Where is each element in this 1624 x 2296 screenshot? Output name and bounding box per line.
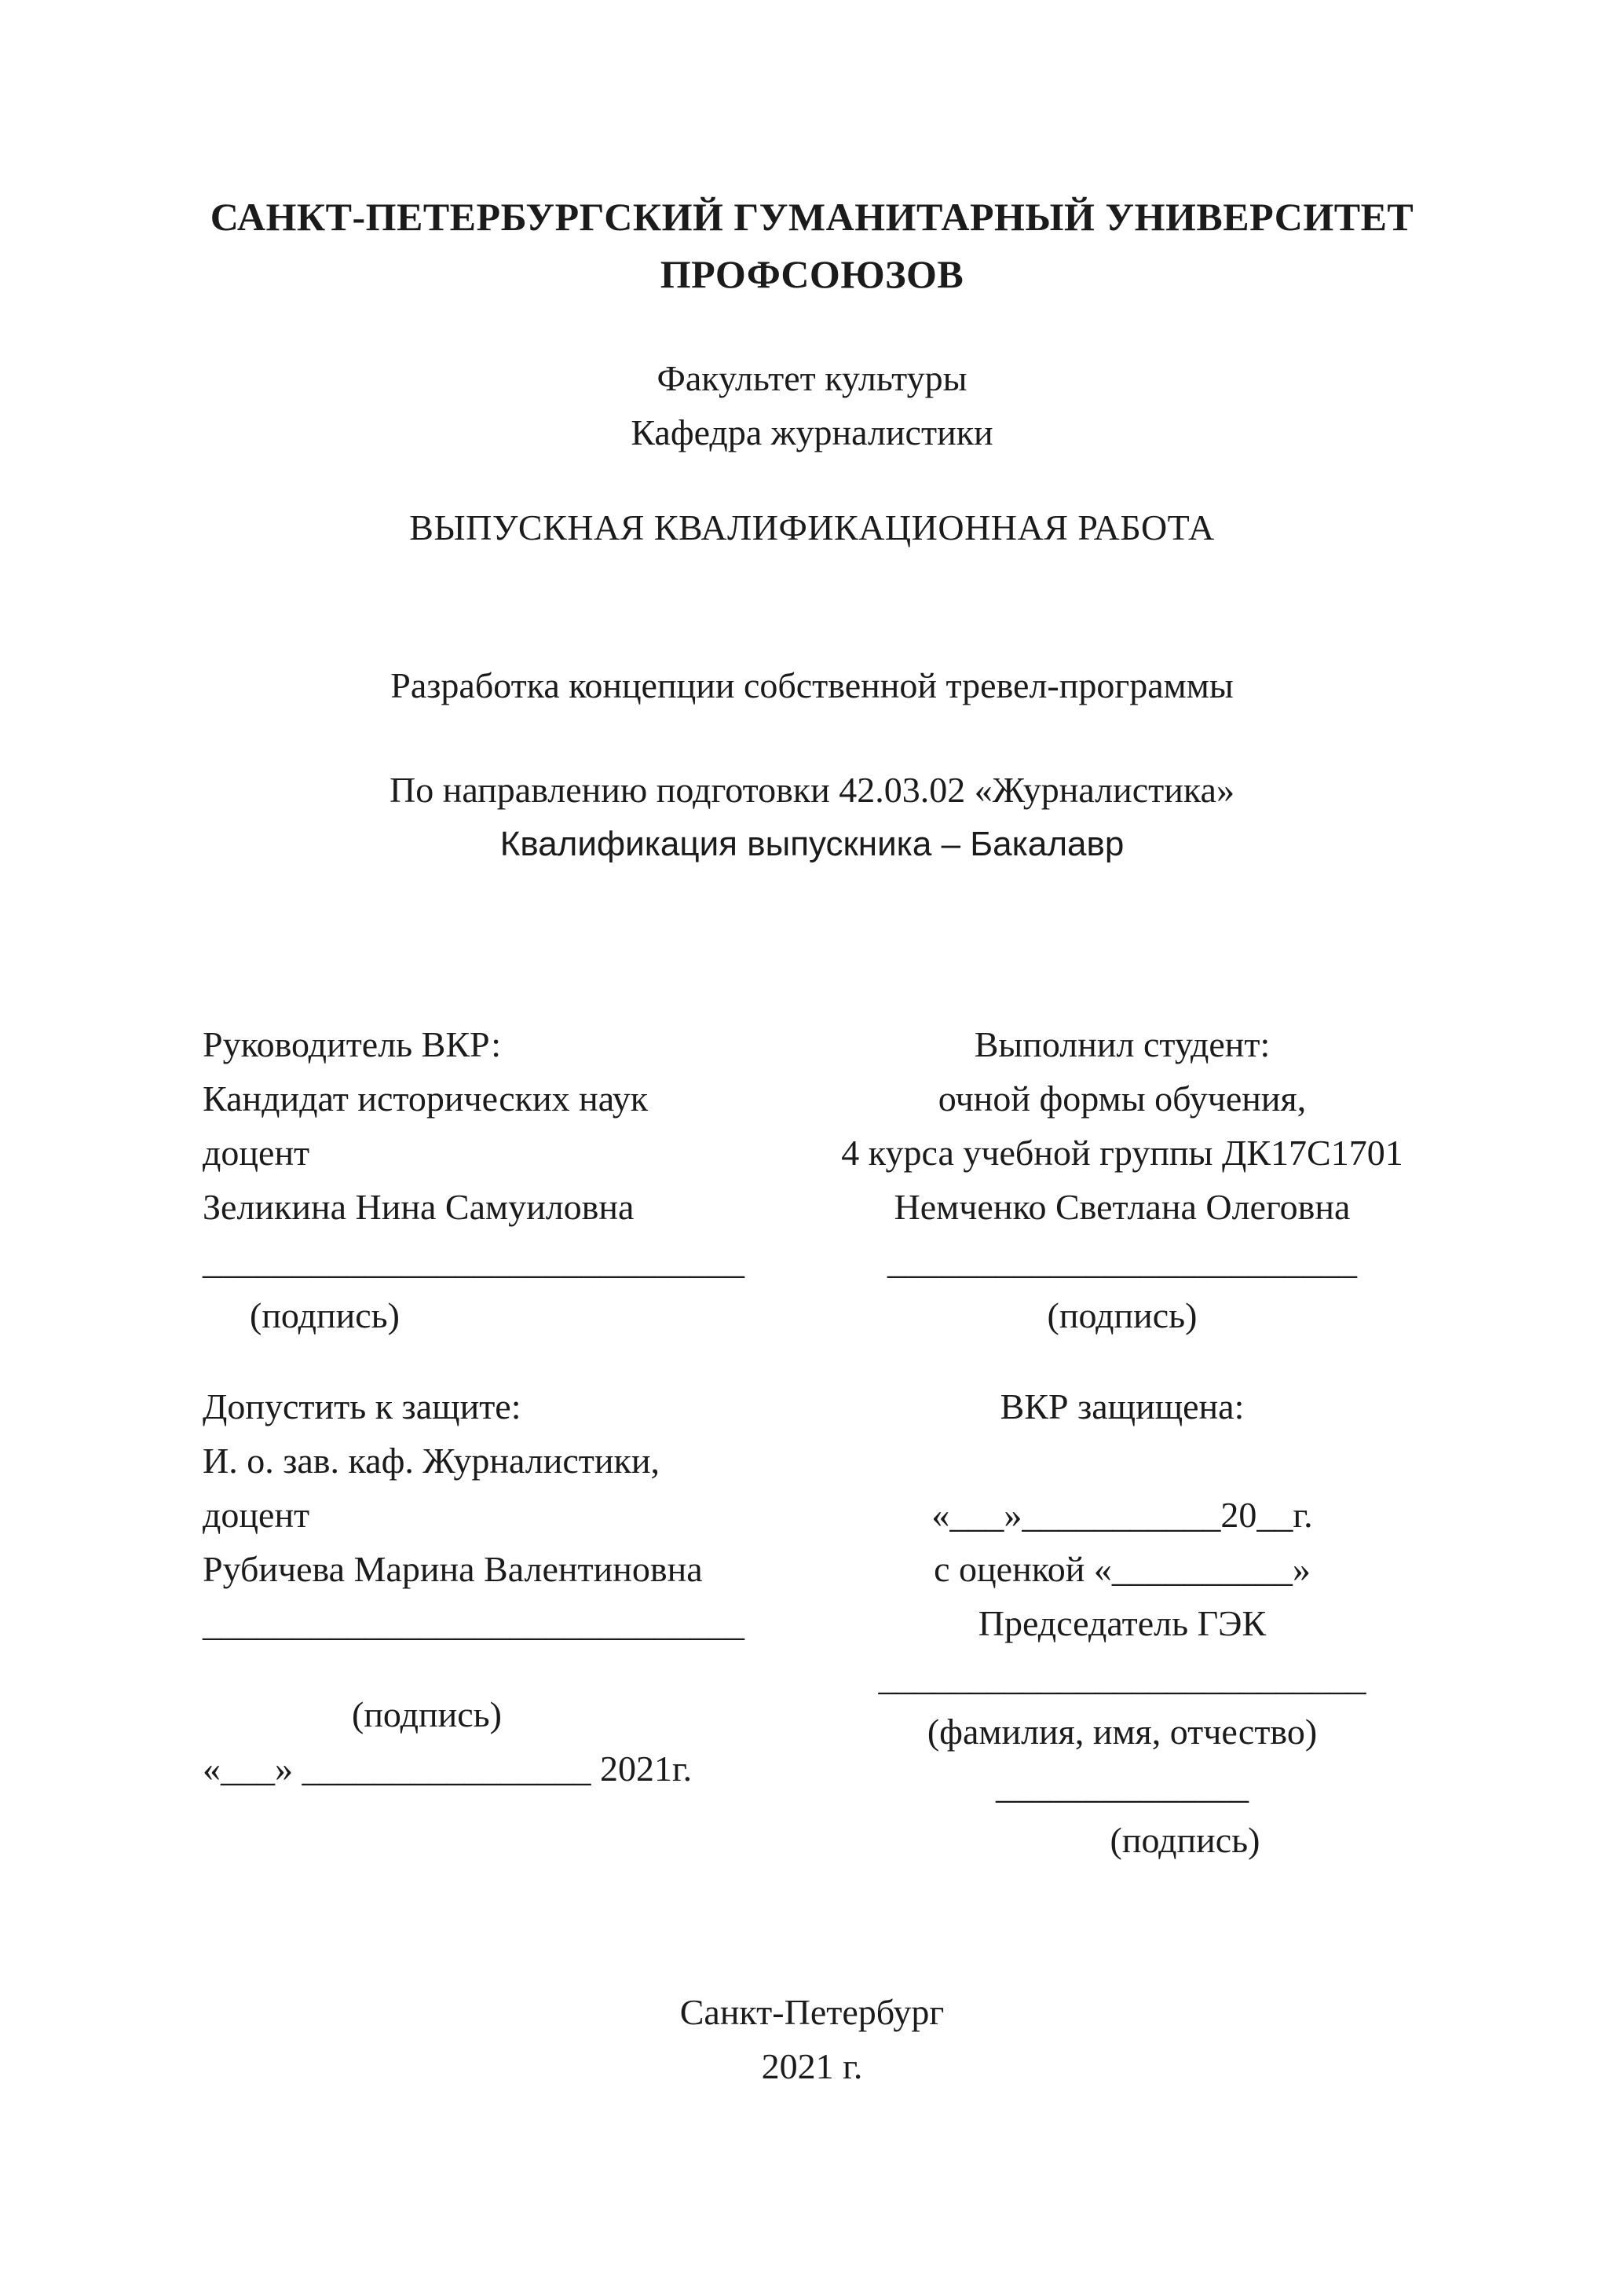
admit-role: И. о. зав. каф. Журналистики, (203, 1441, 660, 1481)
footer-city: Санкт-Петербург (679, 1992, 945, 2032)
admit-date-line: «___» ________________ 2021г. (203, 1749, 693, 1789)
defended-label: ВКР защищена: (1000, 1386, 1245, 1426)
org-subheader (203, 351, 1421, 460)
footer (203, 1985, 1421, 2093)
department-name: Кафедра журналистики (631, 412, 993, 452)
study-direction: По направлению подготовки 42.03.02 «Журналистика» (390, 770, 1234, 810)
chairman-short-signature-line: ______________ (996, 1766, 1249, 1806)
spacer (823, 1342, 1421, 1379)
supervisor-position: доцент (203, 1133, 310, 1173)
admit-position: доцент (203, 1495, 310, 1535)
grade-line: с оценкой «__________» (934, 1549, 1311, 1589)
student-column (823, 1017, 1421, 1867)
qualification-line: Квалификация выпускника – Бакалавр (499, 825, 1125, 863)
supervisor-column (203, 1017, 823, 1867)
signatures-section (203, 1017, 1421, 1867)
admit-label: Допустить к защите: (203, 1386, 521, 1426)
spacer (203, 1342, 823, 1379)
university-name-line1: САНКТ-ПЕТЕРБУРГСКИЙ ГУМАНИТАРНЫЙ УНИВЕРСИТЕТ (210, 195, 1414, 239)
thesis-title: Разработка концепции собственной тревел-программы (390, 665, 1234, 705)
supervisor-signature-caption: (подпись) (250, 1295, 400, 1335)
chairman-label: Председатель ГЭК (978, 1603, 1267, 1643)
student-signature-caption: (подпись) (1047, 1295, 1198, 1335)
defended-date-line: «___»___________20__г. (931, 1495, 1313, 1535)
student-name: Немченко Светлана Олеговна (894, 1187, 1351, 1227)
admit-signature-line: ______________________________ (203, 1603, 744, 1643)
university-name-line2: ПРОФСОЮЗОВ (660, 251, 964, 296)
spacer (823, 1434, 1421, 1488)
supervisor-degree: Кандидат исторических наук (203, 1078, 649, 1119)
chairman-caption: (фамилия, имя, отчество) (927, 1712, 1318, 1752)
supervisor-name: Зеликина Нина Самуиловна (203, 1187, 635, 1227)
chairman-signature-line: ___________________________ (878, 1657, 1366, 1697)
faculty-name: Факультет культуры (657, 358, 967, 398)
spacer (203, 1650, 823, 1687)
chairman-signature-caption: (подпись) (1110, 1820, 1260, 1860)
supervisor-signature-line: ______________________________ (203, 1241, 744, 1281)
student-signature-line: __________________________ (887, 1241, 1357, 1281)
student-label: Выполнил студент: (974, 1024, 1271, 1064)
supervisor-label: Руководитель ВКР: (203, 1024, 502, 1064)
admit-signature-caption: (подпись) (352, 1694, 502, 1734)
study-group: 4 курса учебной группы ДК17С1701 (841, 1133, 1403, 1173)
university-name (203, 189, 1421, 302)
study-form: очной формы обучения, (938, 1078, 1307, 1119)
work-type-heading: ВЫПУСКНАЯ КВАЛИФИКАЦИОННАЯ РАБОТА (409, 507, 1215, 547)
admit-name: Рубичева Марина Валентиновна (203, 1549, 703, 1589)
footer-year: 2021 г. (761, 2046, 863, 2086)
